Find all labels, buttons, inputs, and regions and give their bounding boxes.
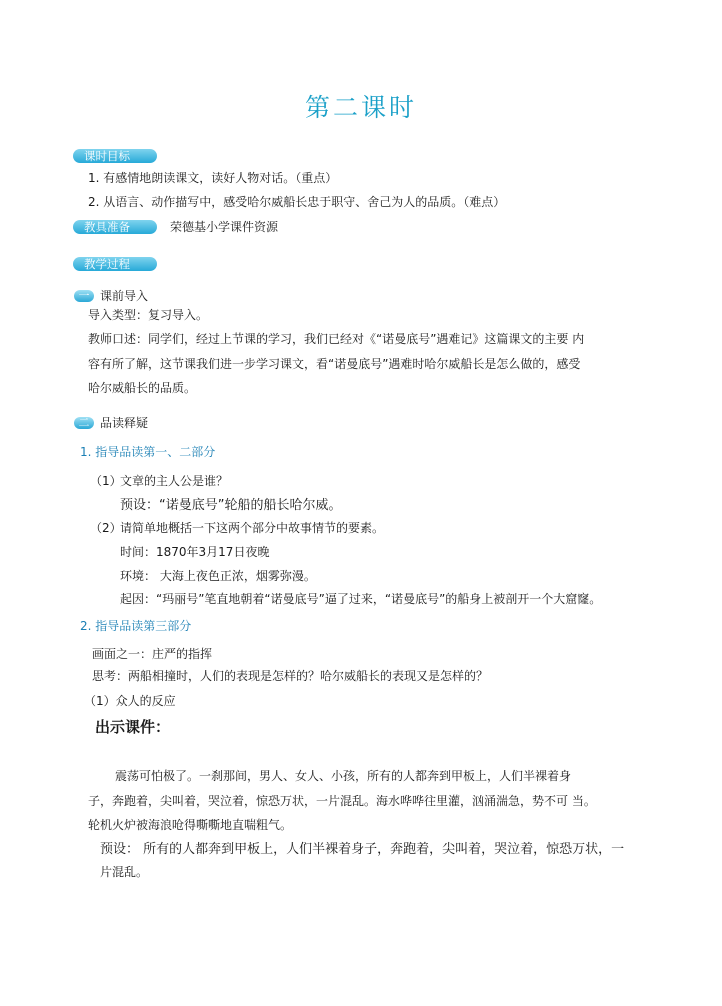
story-environment: 环境： 大海上夜色正浓，烟雾弥漫。 — [120, 569, 316, 583]
prep-text: 荣德基小学课件资源 — [170, 220, 279, 234]
teacher-speech-line-2: 容有所了解，这节课我们进一步学习课文，看“诺曼底号”遇难时哈尔威船长是怎么做的，感受 — [88, 357, 581, 371]
section-1-number: 一 — [74, 290, 94, 302]
teacher-speech-line-3: 哈尔威船长的品质。 — [88, 381, 197, 395]
scene-title: 画面之一：庄严的指挥 — [92, 647, 213, 661]
answer-line-2: 片混乱。 — [100, 865, 149, 879]
quote-line-3: 轮机火炉被海浪呛得嘶嘶地直喘粗气。 — [88, 818, 293, 832]
quote-line-2: 子，奔跑着，尖叫着，哭泣着，惊恐万状，一片混乱。海水哗哗往里灌，汹涌湍急，势不可 当。 — [88, 794, 596, 808]
intro-type: 导入类型：复习导入。 — [88, 308, 209, 322]
teacher-speech-line-1: 教师口述：同学们，经过上节课的学习，我们已经对《“诺曼底号”遇难记》这篇课文的主要 内 — [88, 332, 585, 346]
part-2-heading: 2. 指导品读第三部分 — [80, 619, 192, 633]
process-label: 教学过程 — [73, 257, 157, 271]
section-2-heading: 品读释疑 — [100, 416, 149, 430]
objective-2: 2. 从语言、动作描写中，感受哈尔威船长忠于职守、舍己为人的品质。（难点） — [88, 195, 506, 209]
show-courseware: 出示课件： — [95, 718, 171, 736]
think-question: 思考：两船相撞时，人们的表现是怎样的？哈尔威船长的表现又是怎样的？ — [92, 669, 489, 683]
question-1: 文章的主人公是谁？ — [120, 474, 229, 488]
answer-1: 预设：“诺曼底号”轮船的船长哈尔威。 — [120, 498, 342, 513]
page-title: 第二课时 — [304, 93, 417, 122]
question-1-number: （1） — [90, 474, 122, 488]
subsection-reaction: （1）众人的反应 — [84, 694, 176, 708]
answer-line-1: 预设： 所有的人都奔到甲板上，人们半裸着身子，奔跑着，尖叫着，哭泣着，惊恐万状，一 — [100, 842, 625, 857]
question-2: 请简单地概括一下这两个部分中故事情节的要素。 — [120, 521, 385, 535]
question-2-number: （2） — [90, 521, 122, 535]
story-time: 时间：1870年3月17日夜晚 — [120, 545, 270, 559]
part-1-heading: 1. 指导品读第一、二部分 — [80, 445, 216, 459]
section-2-number: 二 — [74, 417, 94, 429]
objectives-label: 课时目标 — [73, 149, 157, 163]
section-1-heading: 课前导入 — [100, 289, 149, 303]
prep-label: 教具准备 — [73, 220, 157, 234]
objective-1: 1. 有感情地朗读课文，读好人物对话。（重点） — [88, 171, 338, 185]
quote-line-1: 震荡可怕极了。一刹那间，男人、女人、小孩，所有的人都奔到甲板上，人们半裸着身 — [115, 769, 572, 783]
story-cause: 起因：“玛丽号”笔直地朝着“诺曼底号”逼了过来，“诺曼底号”的船身上被剖开一个大窟窿。 — [120, 592, 602, 606]
